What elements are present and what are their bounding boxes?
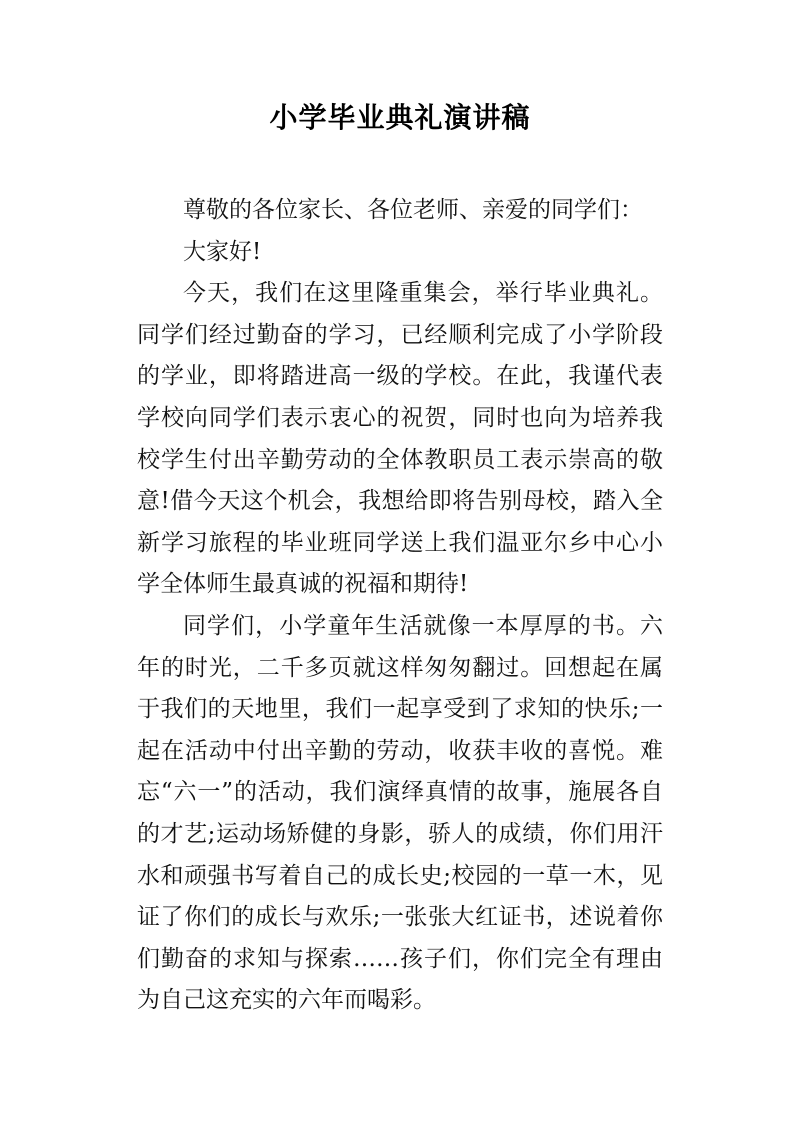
- body-paragraph-2: 同学们，小学童年生活就像一本厚厚的书。六年的时光，二千多页就这样匆匆翻过。回想起在属于我们的天地里，我们一起享受到了求知的快乐;一起在活动中付出辛勤的劳动，收获丰收的喜悦。难忘“六一”的活动，我们演绎真情的故事，施展各自的才艺;运动场矫健的身影，骄人的成绩，你们用汗水和顽强书写着自己的成长史;校园的一草一木，见证了你们的成长与欢乐;一张张大红证书，述说着你们勤奋的求知与探索……孩子们，你们完全有理由为自己这充实的六年而喝彩。: [137, 612, 663, 1014]
- document-body: [137, 190, 663, 1022]
- document-title: 小学毕业典礼演讲稿: [269, 101, 531, 134]
- salutation-paragraph: 尊敬的各位家长、各位老师、亲爱的同学们：: [183, 197, 643, 223]
- greeting-paragraph: 大家好!: [183, 238, 262, 265]
- body-paragraph-1: 今天，我们在这里隆重集会，举行毕业典礼。同学们经过勤奋的学习，已经顺利完成了小学阶段的学业，即将踏进高一级的学校。在此，我谨代表学校向同学们表示衷心的祝贺，同时也向为培养我校学生付出辛勤劳动的全体教职员工表示崇高的敬意!借今天这个机会，我想给即将告别母校，踏入全新学习旅程的毕业班同学送上我们温亚尔乡中心小学全体师生最真诚的祝福和期待!: [137, 280, 663, 598]
